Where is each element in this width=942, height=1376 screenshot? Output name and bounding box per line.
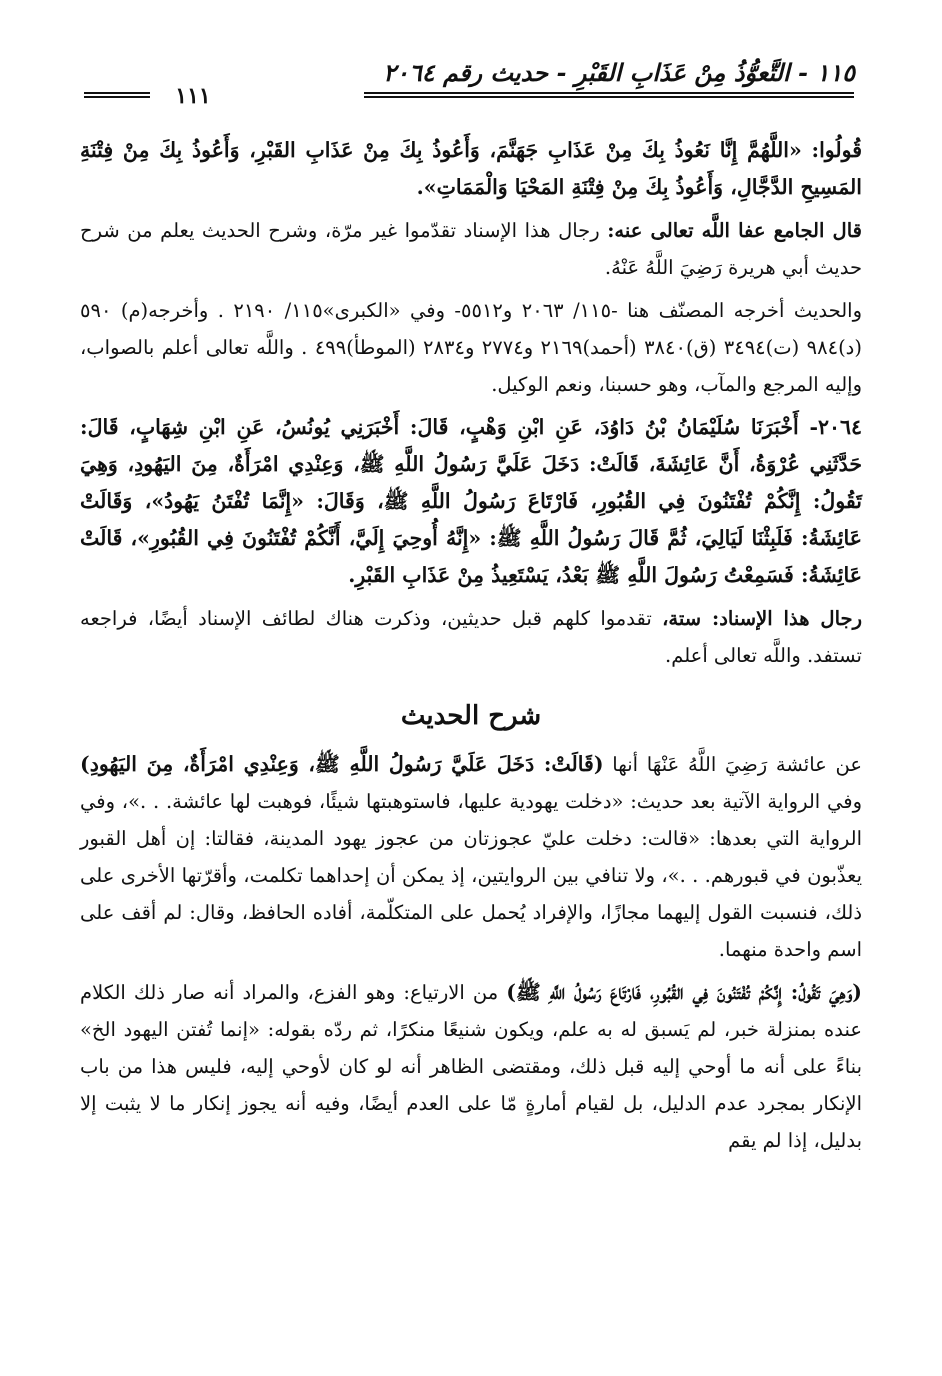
hadith-continuation: قُولُوا: «اللَّهُمَّ إِنَّا نَعُوذُ بِكَ مِنْ عَذَابِ جَهَنَّمَ، وَأَعُوذُ بِكَ مِنْ عَذَابِ القَبْرِ، وَأَعُوذُ بِكَ مِنْ فِتْنَةِ المَسِيحِ الدَّجَّالِ، وَأَعُوذُ بِكَ مِنْ فِتْنَةِ المَحْيَا وَالْمَمَاتِ». — [80, 138, 862, 199]
running-title: ١١٥ - التَّعوُّذُ مِنْ عَذَابِ القَبْرِ - حديث رقم ٢٠٦٤ — [383, 58, 855, 87]
paragraph-text: رجال هذا الإسناد تقدّموا غير مرّة، وشرح الحديث يعلم من شرح حديث أبي هريرة رَضِيَ اللَّهُ عَنْهُ. — [80, 219, 862, 279]
paragraph-text: عن عائشة رَضِيَ اللَّهُ عَنْهَا أنها — [603, 753, 863, 776]
paragraph-lead: قال الجامع عفا اللَّه تعالى عنه: — [607, 219, 862, 242]
section-title: شرح الحديث — [400, 701, 542, 731]
page-number: ١١١ — [175, 83, 211, 109]
paragraph-text: تقدموا كلهم قبل حديثين، وذكرت هناك لطائف الإسناد أيضًا، فراجعه تستفد. واللَّه تعالى أعلم. — [80, 607, 862, 667]
isnad-paragraph — [80, 600, 862, 674]
paragraph-text: من الارتياع: وهو الفزع، والمراد أنه صار ذلك الكلام عنده بمنزلة خبر، لم يَسبق له به علم، ويكون شنيعًا منكرًا، ثم ردّه بقوله: «إنما تُفتن اليهود الخ» بناءً على أنه ما أوحي إليه قبل ذلك، ومقتضى الظاهر أنه لو كان لأوحي إليه، فليس هذا من باب الإنكار بمجرد عدم الدليل، بل لقيام أمارةٍ مّا على العدم أيضًا، وفيه أنه يجوز إنكار ما لا يثبت إلا بدليل، إذا لم يقم — [80, 981, 862, 1152]
sharh-paragraph-1 — [80, 746, 862, 968]
commentary-paragraph — [80, 212, 862, 286]
paragraph-text: وفي الرواية الآتية بعد حديث: «دخلت يهودية عليها، فاستوهبتها شيئًا، فوهبت لها عائشة. . .»، وفي الرواية التي بعدها: «قالت: دخلت عليّ عجوزتان من عجوز يهود المدينة، فقالتا: إن أهل القبور يعذّبون في قبورهم. . .»، ولا تنافي بين الروايتين، إذ يمكن أن إحداهما تكلمت، وأقرّتها الأخرى على ذلك، فنسبت القول إليهما مجازًا، والإفراد يُحمل على المتكلّمة، أفاده الحافظ، وقال: لم أقف على اسم واحدة منهما. — [80, 790, 862, 961]
page-body — [80, 132, 862, 1165]
takhrij-paragraph: والحديث أخرجه المصنّف هنا -١١٥/ ٢٠٦٣ و٥٥١٢- وفي «الكبرى»١١٥/ ٢١٩٠ . وأخرجه(م) ٥٩٠ (د)٩٨٤ (ت)٣٤٩٤ (ق)٣٨٤٠ (أحمد)٢١٦٩ و٢٧٧٤ و٢٨٣٤ (الموطأ)٤٩٩ . واللَّه تعالى أعلم بالصواب، وإليه المرجع والمآب، وهو حسبنا، ونعم الوكيل. — [80, 299, 862, 396]
paragraph-lead: رجال هذا الإسناد: ستة، — [662, 607, 862, 630]
hadith-quote: (وَهِيَ تَقُولُ: إِنَّكُمْ تُفْتَنُونَ فِي القُبُورِ، فَارْتَاعَ رَسُولُ اللَّهِ ﷺ) — [506, 980, 862, 1004]
hadith-2064: ٢٠٦٤- أَخْبَرَنَا سُلَيْمَانُ بْنُ دَاوُدَ، عَنِ ابْنِ وَهْبٍ، قَالَ: أَخْبَرَنِي يُونُسُ، عَنِ ابْنِ شِهَابٍ، قَالَ: حَدَّثَنِي عُرْوَةُ، أَنَّ عَائِشَةَ، قَالَتْ: دَخَلَ عَلَيَّ رَسُولُ اللَّهِ ﷺ، وَعِنْدِي امْرَأَةٌ، مِنَ اليَهُودِ، وَهِيَ تَقُولُ: إِنَّكُمْ تُفْتَنُونَ فِي القُبُورِ، فَارْتَاعَ رَسُولُ اللَّهِ ﷺ، وَقَالَ: «إِنَّمَا تُفْتَنُ يَهُودُ»، وَقَالَتْ عَائِشَةُ: فَلَبِثْنَا لَيَالِيَ، ثُمَّ قَالَ رَسُولُ اللَّهِ ﷺ: «إِنَّهُ أُوحِيَ إِلَيَّ، أَنَّكُمْ تُفْتَنُونَ فِي القُبُورِ»، قَالَتْ عَائِشَةُ: فَسَمِعْتُ رَسُولَ اللَّهِ ﷺ بَعْدُ، يَسْتَعِيذُ مِنْ عَذَابِ القَبْرِ. — [80, 415, 862, 587]
header-rule-right — [364, 92, 854, 98]
sharh-paragraph-2 — [80, 974, 862, 1159]
hadith-quote: (قَالَتْ: دَخَلَ عَلَيَّ رَسُولُ اللَّهِ ﷺ، وَعِنْدِي امْرَأَةٌ، مِنَ اليَهُودِ) — [80, 752, 604, 776]
header-rule-left — [84, 92, 150, 98]
